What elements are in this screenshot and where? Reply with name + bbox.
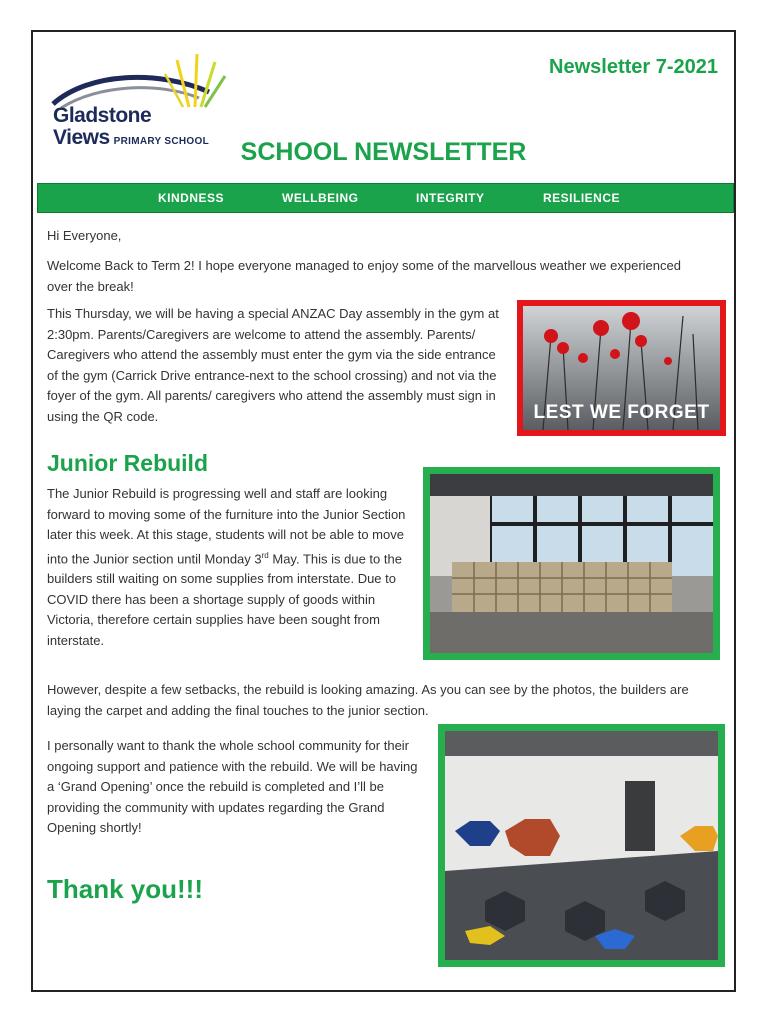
classroom-photo-lockers	[423, 467, 720, 660]
logo-text-gladstone: Gladstone	[53, 104, 152, 127]
classroom-carpet-icon	[445, 731, 718, 960]
poppy-image	[517, 300, 726, 436]
logo-text-views-word: Views	[53, 126, 110, 149]
welcome-paragraph: Welcome Back to Term 2! I hope everyone managed to enjoy some of the marvellous weather we experienced over the break!	[47, 258, 681, 294]
junior-text-after: May. This is due to the builders still waiting on some supplies from interstate. Due to COVID there has been a shortage supply of goods within Victoria, therefore certain supplies have been sought from interstate.	[47, 550, 402, 648]
ordinal-suffix: rd	[261, 550, 269, 560]
classroom-lockers-icon	[430, 474, 713, 653]
greeting: Hi Everyone,	[47, 228, 122, 243]
poppy-caption: LEST WE FORGET	[533, 402, 710, 423]
newsletter-page	[31, 30, 736, 992]
junior-rebuild-heading: Junior Rebuild	[47, 450, 208, 476]
value-resilience: RESILIENCE	[543, 191, 621, 205]
thank-you-heading: Thank you!!!	[47, 874, 203, 904]
values-banner	[37, 183, 734, 213]
newsletter-issue: Newsletter 7-2021	[549, 56, 718, 78]
junior-rebuild-paragraph	[47, 484, 415, 651]
classroom-photo-carpet	[438, 724, 725, 967]
thanks-paragraph: I personally want to thank the whole school community for their ongoing support and patience with the rebuild. We will be having a ‘Grand Opening’ once the rebuild is completed and I’ll be providing the community with updates regarding the Grand Opening shortly!	[47, 738, 418, 835]
anzac-paragraph: This Thursday, we will be having a special ANZAC Day assembly in the gym at 2:30pm. Parents/Caregivers are welcome to attend the assembly. Parents/ Caregivers who attend the assembly must enter the gym via the side entrance of the gym (Carrick Drive entrance-next to the school crossing) and not via the foyer of the gym. All parents/ caregivers who attend the assembly must sign in using the QR code.	[47, 306, 499, 424]
logo-text-primary-school: PRIMARY SCHOOL	[113, 136, 209, 147]
logo-swoosh-icon	[49, 52, 229, 112]
value-integrity: INTEGRITY	[416, 191, 485, 205]
page-title: SCHOOL NEWSLETTER	[240, 138, 527, 166]
however-paragraph: However, despite a few setbacks, the rebuild is looking amazing. As you can see by the photos, the builders are laying the carpet and adding the final touches to the junior section.	[47, 682, 689, 718]
value-wellbeing: WELLBEING	[282, 191, 359, 205]
value-kindness: KINDNESS	[158, 191, 225, 205]
junior-text-before: The Junior Rebuild is progressing well and staff are looking forward to moving some of the furniture into the Junior Section later this week. At this stage, students will not be able to move into the Junior section until Monday 3	[47, 486, 406, 566]
